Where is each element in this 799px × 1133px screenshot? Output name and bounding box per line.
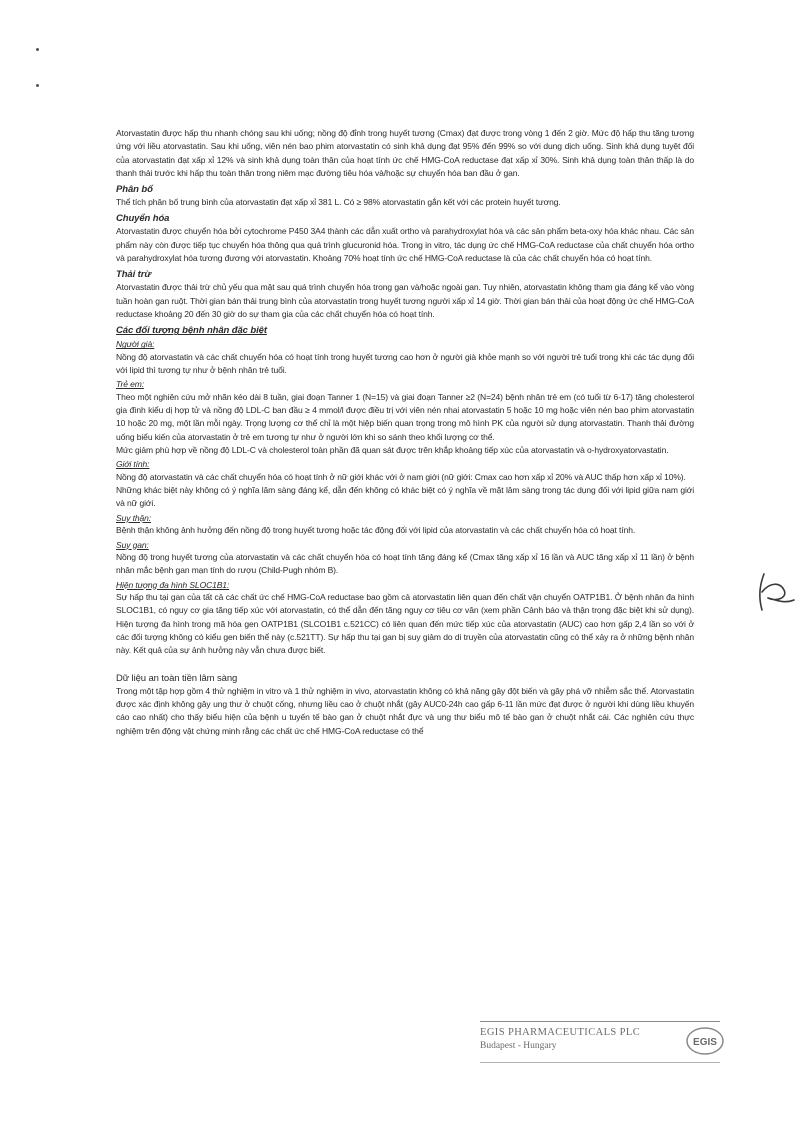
special-populations-heading: Các đối tượng bệnh nhân đặc biệt (116, 325, 267, 337)
slco-paragraph: Sự hấp thu tại gan của tất cả các chất ức chế HMG-CoA reductase bao gồm cả atorvastatin liên quan đến chất vận chuyển OATP1B1. Ở bệnh nhân đa hình SLOC1B1, có nguy cơ gia tăng tiếp xúc với atorvastatin, có thể dẫn đến tăng nguy cơ tiêu cơ vân (xem phần Cảnh báo và thận trọng đặc biệt khi sử dụng). Hiện tượng đa hình trong mã hóa gen OATP1B1 (SLCO1B1 c.521CC) có liên quan đến mức tiếp xúc của atorvastatin (AUC) cao hơn gấp 2,4 lần so với ở các đối tượng không có kiểu gen biến thể này (c.521TT). Sự hấp thu tại gan bị suy giảm do di truyền của atorvastatin cũng có thể xảy ra ở những bệnh nhân này. Kết quả của sự ảnh hưởng này vẫn chưa được biết. (116, 592, 694, 656)
children-paragraph-2: Mức giảm phù hợp về nồng độ LDL-C và cholesterol toàn phần đã quan sát được trên khắp khoảng tiếp xúc của atorvastatin và o-hydroxyatorvastatin. (116, 445, 669, 456)
gender-paragraph-2: Những khác biệt này không có ý nghĩa lâm sàng đáng kể, dẫn đến không có khác biệt có ý nghĩa về mặt lâm sàng trong tác dụng đối với lipid giữa nam giới và nữ giới. (116, 485, 694, 509)
logo-text: EGIS (693, 1037, 717, 1048)
children-heading: Trẻ em: (116, 379, 144, 390)
slco-heading: Hiện tượng đa hình SLOC1B1: (116, 579, 230, 590)
footer-rule-top (480, 1021, 720, 1022)
metabolism-paragraph: Atorvastatin được chuyển hóa bởi cytochrome P450 3A4 thành các dẫn xuất ortho và parahydroxylat hóa và các sản phẩm beta-oxy hóa khác nhau. Các sản phẩm này còn được tiếp tục chuyển hóa thông qua quá trình glucuronid hóa. Trong in vitro, tác dụng ức chế HMG-CoA reductase của chất chuyển hóa ortho và parahydroxylat hóa tương đương với atorvastatin. Khoảng 70% hoạt tính ức chế HMG-CoA reductase là của các chất chuyển hóa có hoạt tính. (116, 226, 694, 264)
footer-rule-bottom (480, 1062, 720, 1063)
signature-mark (754, 570, 798, 616)
document-body (116, 127, 694, 738)
company-location: Budapest - Hungary (480, 1041, 557, 1051)
distribution-heading: Phân bố (116, 184, 153, 196)
metabolism-heading: Chuyển hóa (116, 213, 170, 225)
gender-heading: Giới tính: (116, 459, 150, 470)
elderly-paragraph: Nồng độ atorvastatin và các chất chuyển hóa có hoạt tính trong huyết tương cao hơn ở người già khỏe mạnh so với người trẻ tuổi trong khi các tác dụng đối với lipid thì tương tự như ở bệnh nhân trẻ tuổi. (116, 351, 694, 376)
absorption-paragraph: Atorvastatin được hấp thu nhanh chóng sau khi uống; nồng độ đỉnh trong huyết tương (Cmax) đạt được trong vòng 1 đến 2 giờ. Mức độ hấp thu tăng tương ứng với liều atorvastatin. Sau khi uống, viên nén bao phim atorvastatin có sinh khả dụng đạt 95% đến 99% so với dung dịch uống. Sinh khả dụng tuyệt đối của atorvastatin đạt xấp xỉ 12% và sinh khả dụng toàn thân của hoạt tính ức chế HMG-CoA reductase đạt xấp xỉ 30%. Sinh khả dụng toàn thân thấp là do thanh thải trước khi hấp thu toàn thân trong niêm mạc đường tiêu hóa và/hoặc sự chuyển hóa ban đầu ở gan. (116, 128, 694, 178)
margin-dot (36, 84, 39, 87)
renal-heading: Suy thận: (116, 512, 152, 523)
gender-paragraph: Nồng độ atorvastatin và các chất chuyển hóa có hoạt tính ở nữ giới khác với ở nam giới (nữ giới: Cmax cao hơn xấp xỉ 20% và AUC thấp hơn xấp xỉ 10%). (116, 471, 686, 482)
distribution-paragraph: Thể tích phân bố trung bình của atorvastatin đạt xấp xỉ 381 L. Có ≥ 98% atorvastatin gắn kết với các protein huyết tương. (116, 197, 561, 208)
elimination-paragraph: Atorvastatin được thải trừ chủ yếu qua mật sau quá trình chuyển hóa trong gan và/hoặc ngoài gan. Tuy nhiên, atorvastatin không tham gia đáng kể vào vòng tuần hoàn gan ruột. Thời gian bán thải trung bình của atorvastatin trong huyết tương người xấp xỉ 14 giờ. Thời gian bán thải của hoạt động ức chế HMG-CoA reductase khoảng 20 đến 30 giờ do sự tham gia của các chất chuyển hóa có hoạt tính. (116, 282, 694, 319)
children-paragraph: Theo một nghiên cứu mở nhãn kéo dài 8 tuần, giai đoạn Tanner 1 (N=15) và giai đoạn Tanner ≥2 (N=24) bệnh nhân trẻ em (có tuổi từ 6-17) tăng cholesterol gia đình kiểu dị hợp tử và nồng độ LDL-C ban đầu ≥ 4 mmol/l được điều trị với viên nén nhai atorvastatin 5 hoặc 10 mg hoặc viên nén bao phim atorvastatin 10 hoặc 20 mg, một lần mỗi ngày. Trọng lượng cơ thể chỉ là một hiệp biến quan trọng trong mô hình PK của người sử dụng atorvastatin. Thanh thải đường uống biểu kiến của atorvastatin ở trẻ em tương tự như ở người lớn khi so sánh theo khối lượng cơ thể. (116, 391, 694, 442)
egis-logo-icon (684, 1024, 726, 1058)
preclinical-paragraph: Trong một tập hợp gồm 4 thử nghiệm in vitro và 1 thử nghiệm in vivo, atorvastatin không có khả năng gây đột biến và gây phá vỡ nhiễm sắc thể. Atorvastatin được xác định không gây ung thư ở chuột cống, nhưng liều cao ở chuột nhắt (gây AUC0-24h cao gấp 6-11 lần mức đạt được ở người khi dùng liều khuyến cáo cao nhất) cho thấy biểu hiện của bệnh u tuyến tế bào gan ở chuột nhắt đực và ung thư biểu mô tế bào gan ở chuột nhắt cái. Các nghiên cứu thực nghiệm trên động vật chứng minh rằng các chất ức chế HMG-CoA reductase có thể (116, 685, 694, 736)
company-name: EGIS PHARMACEUTICALS PLC (480, 1027, 641, 1038)
hepatic-paragraph: Nồng độ trong huyết tương của atorvastatin và các chất chuyển hóa có hoạt tính tăng đáng kể (Cmax tăng xấp xỉ 16 lần và AUC tăng xấp xỉ 11 lần) ở bệnh nhân mắc bệnh gan mạn tính do rượu (Child-Pugh nhóm B). (116, 552, 694, 576)
preclinical-heading: Dữ liệu an toàn tiền lâm sàng (116, 672, 238, 684)
elimination-heading: Thải trừ (116, 269, 152, 281)
hepatic-heading: Suy gan: (116, 539, 149, 550)
margin-dot (36, 48, 39, 51)
renal-paragraph: Bệnh thận không ảnh hưởng đến nồng độ trong huyết tương hoặc tác động đối với lipid của atorvastatin và các chất chuyển hóa có hoạt tính. (116, 525, 636, 536)
elderly-heading: Người già: (116, 339, 155, 350)
